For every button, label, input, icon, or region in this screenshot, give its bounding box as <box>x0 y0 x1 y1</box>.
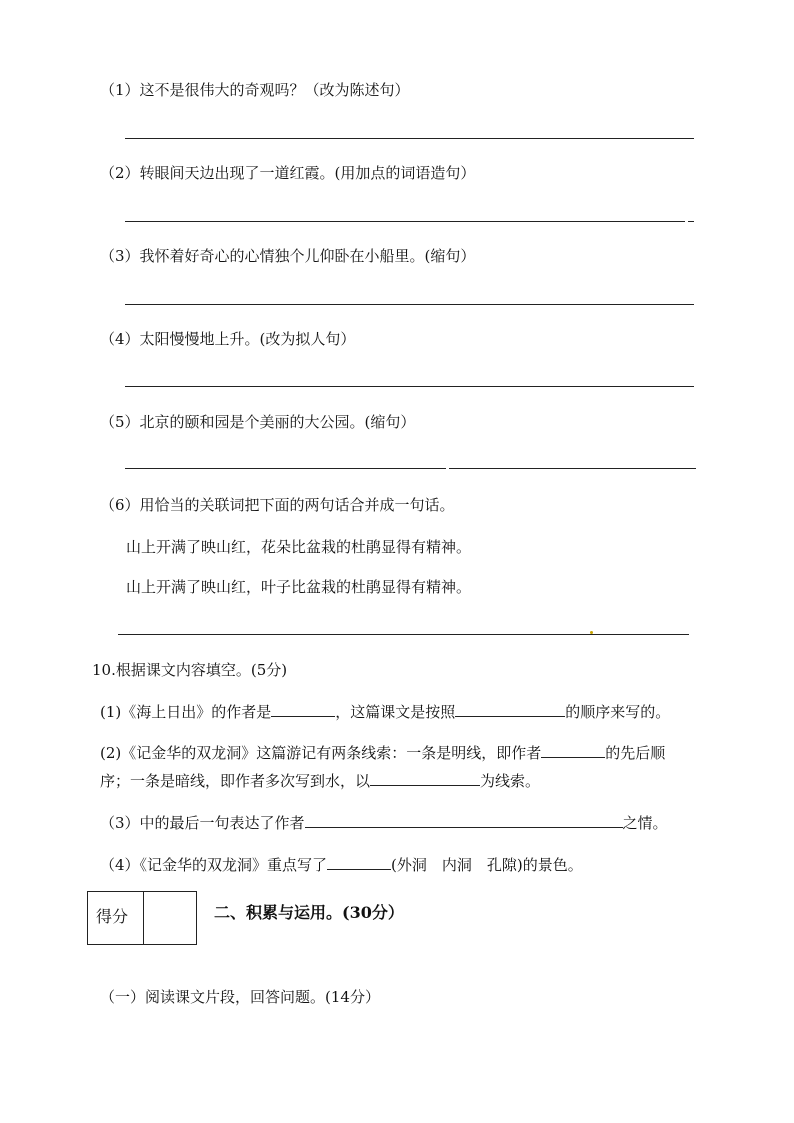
q10-line-1: (1)《海上日出》的作者是 ，这篇课文是按照 的顺序来写的。 <box>100 703 671 721</box>
q9-item-6: （6）用恰当的关联词把下面的两句话合并成一句话。 <box>100 496 455 514</box>
answer-line-1[interactable] <box>125 138 694 139</box>
answer-line-2[interactable] <box>125 221 685 222</box>
score-box-divider <box>143 892 144 944</box>
q10-line-3: （3）中的最后一句表达了作者 之情。 <box>100 814 668 832</box>
blank-route[interactable] <box>541 743 605 758</box>
blank-order[interactable] <box>455 702 565 717</box>
answer-line-4[interactable] <box>125 386 694 387</box>
q9-item-1: （1）这不是很伟大的奇观吗？（改为陈述句） <box>100 81 410 99</box>
q9-item-2: （2）转眼间天边出现了一道红霞。(用加点的词语造句） <box>100 164 476 182</box>
answer-line-3[interactable] <box>125 304 694 305</box>
q9-item-3: （3）我怀着好奇心的心情独个儿仰卧在小船里。(缩句） <box>100 247 476 265</box>
dot-mark <box>590 631 593 634</box>
answer-line-5a[interactable] <box>125 468 446 469</box>
answer-line-5b[interactable] <box>449 468 696 469</box>
blank-feeling[interactable] <box>305 813 623 828</box>
score-label: 得分 <box>96 907 129 926</box>
score-box <box>87 891 197 945</box>
q10-line-4: （4）《记金华的双龙洞》重点写了 (外洞 内洞 孔隙)的景色。 <box>100 856 583 874</box>
q9-item-4: （4）太阳慢慢地上升。(改为拟人句） <box>100 330 356 348</box>
part-1-heading: （一）阅读课文片段，回答问题。(14分） <box>100 988 380 1006</box>
q10-heading: 10.根据课文内容填空。(5分) <box>92 661 288 679</box>
answer-line-6[interactable] <box>118 634 689 635</box>
q10-line-2b: 序；一条是暗线，即作者多次写到水，以 为线索。 <box>100 772 541 790</box>
section-2-title: 二、积累与运用。(30分） <box>214 903 404 922</box>
blank-author[interactable] <box>271 702 335 717</box>
answer-line-2-tail <box>688 221 694 222</box>
sentence-a: 山上开满了映山红，花朵比盆栽的杜鹃显得有精神。 <box>126 538 472 556</box>
blank-clue[interactable] <box>370 771 480 786</box>
q9-item-5: （5）北京的颐和园是个美丽的大公园。(缩句） <box>100 413 416 431</box>
blank-focus[interactable] <box>327 855 391 870</box>
sentence-b: 山上开满了映山红，叶子比盆栽的杜鹃显得有精神。 <box>126 578 472 596</box>
q10-line-2: (2)《记金华的双龙洞》这篇游记有两条线索：一条是明线，即作者 的先后顺 <box>100 744 666 762</box>
